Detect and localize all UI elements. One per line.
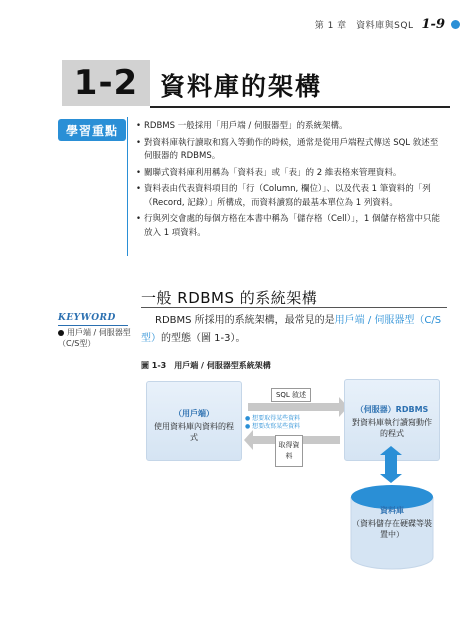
para-text: 的型態（圖 1-3）。 <box>161 333 246 344</box>
database-text: （資料儲存在硬碟等裝置中） <box>352 519 432 539</box>
key-point-item: • 對資料庫執行讀取和寫入等動作的時候，通常是從用戶端程式傳送 SQL 敘述至伺服器的 RDBMS。 <box>136 137 445 164</box>
request-arrow-icon <box>248 403 340 411</box>
chapter-title: 第 1 章 資料庫與SQL <box>314 21 414 31</box>
para-text: RDBMS 所採用的系統架構，最常見的是 <box>155 315 335 326</box>
body-paragraph <box>141 312 449 348</box>
key-point-item: • 行與列交會處的每個方格在本書中稱為「儲存格（Cell）」，1 個儲存格當中只能放入 1 項資料。 <box>136 213 445 240</box>
return-label: 取得資料 <box>275 435 303 467</box>
key-points-label: 學習重點 <box>58 119 126 141</box>
arrow-down-icon <box>380 474 402 483</box>
section-divider <box>150 106 450 108</box>
bidirectional-arrow-icon <box>385 453 397 475</box>
request-note: ● 想要改寫某些資料 <box>245 423 301 430</box>
running-head <box>315 17 460 32</box>
key-points-list <box>136 120 445 240</box>
keyword-divider <box>58 325 128 326</box>
client-head: （用戶端） <box>174 409 214 418</box>
keyword-label: KEYWORD <box>58 313 116 323</box>
sql-label: SQL 敘述 <box>271 388 311 402</box>
subsection-divider <box>141 307 447 308</box>
para-term: 用戶端 / 伺服器型（C/S 型） <box>141 315 442 344</box>
section-number: 1-2 <box>62 60 150 106</box>
bullet-icon <box>58 330 64 336</box>
database-head: 資料庫 <box>380 506 404 515</box>
server-head: （伺服器）RDBMS <box>355 405 429 414</box>
request-note: ● 想要取得某些資料 <box>245 415 301 422</box>
key-point-item: • 關聯式資料庫利用稱為「資料表」或「表」的 2 維表格來管理資料。 <box>136 167 445 181</box>
page-dot-icon <box>451 20 460 29</box>
arrow-up-icon <box>380 446 402 455</box>
client-box <box>146 381 242 461</box>
key-point-item: • RDBMS 一般採用「用戶端 / 伺服器型」的系統架構。 <box>136 120 445 134</box>
server-text: 對資料庫執行讀寫動作的程式 <box>352 418 432 438</box>
subsection-title: 一般 RDBMS 的系統架構 <box>141 289 318 307</box>
figure-caption: 圖 1-3 用戶端 / 伺服器型系統架構 <box>141 361 271 370</box>
client-text: 使用資料庫內資料的程式 <box>154 422 234 442</box>
keyword-text: 用戶端 / 伺服器型（C/S型） <box>58 328 131 348</box>
database-label <box>349 505 435 540</box>
keyword-item <box>58 327 138 349</box>
request-notes <box>245 415 300 431</box>
key-point-item: • 資料表由代表資料項目的「行（Column, 欄位）」、以及代表 1 筆資料的「列（Record, 記錄）」所構成，而資料讀寫的最基本單位為 1 列資料。 <box>136 183 445 210</box>
section-title: 資料庫的架構 <box>160 72 323 101</box>
key-points-box <box>127 117 445 256</box>
architecture-diagram <box>141 373 447 583</box>
page-number: 1-9 <box>421 17 445 32</box>
